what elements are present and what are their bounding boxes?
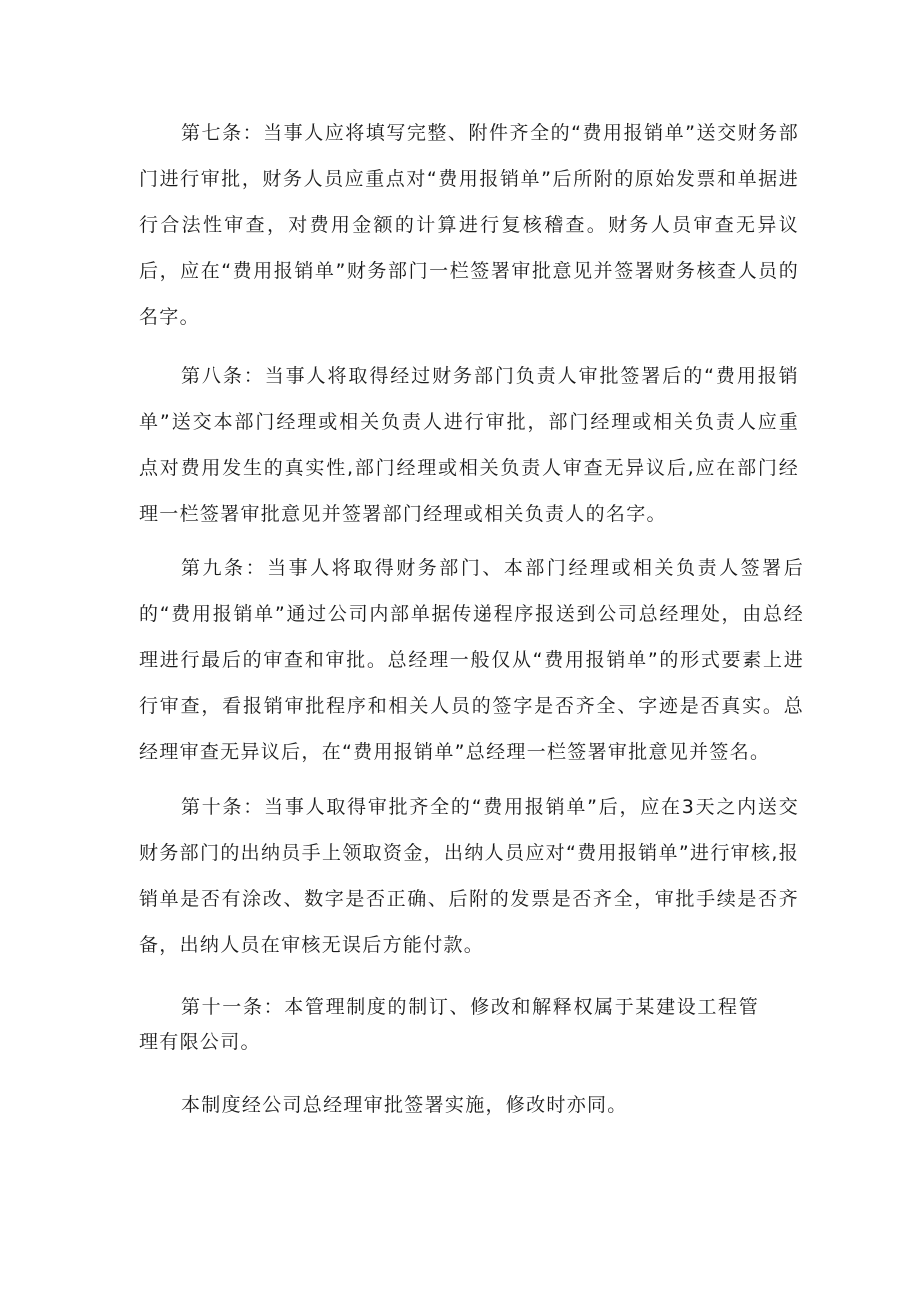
article-9-paragraph: 第九条：当事人将取得财务部门、本部门经理或相关负责人签署后的“费用报销单”通过公司内部单据传递程序报送到公司总经理处，由总经理进行最后的审查和审批。总经理一般仅从“费用报销单”的形式要素上进行审查，看报销审批程序和相关人员的签字是否齐全、字迹是否真实。总经理审查无异议后，在“费用报销单”总经理一栏签署审批意见并签名。 (139, 557, 804, 763)
article-7-paragraph: 第七条：当事人应将填写完整、附件齐全的“费用报销单”送交财务部门进行审批，财务人员应重点对“费用报销单”后所附的原始发票和单据进行合法性审查，对费用金额的计算进行复核稽查。财务人员审查无异议后，应在“费用报销单”财务部门一栏签署审批意见并签署财务核查人员的名字。 (139, 122, 799, 328)
article-8-paragraph: 第八条：当事人将取得经过财务部门负责人审批签署后的“费用报销单”送交本部门经理或相关负责人进行审批，部门经理或相关负责人应重点对费用发生的真实性,部门经理或相关负责人审查无异议后,应在部门经理一栏签署审批意见并签署部门经理或相关负责人的名字。 (139, 365, 799, 525)
article-10-paragraph: 第十条：当事人取得审批齐全的“费用报销单”后，应在3天之内送交财务部门的出纳员手上领取资金，出纳人员应对“费用报销单”进行审核,报销单是否有涂改、数字是否正确、后附的发票是否齐全，审批手续是否齐备，出纳人员在审核无误后方能付款。 (139, 796, 799, 956)
closing-paragraph: 本制度经公司总经理审批签署实施，修改时亦同。 (181, 1094, 628, 1116)
article-11-paragraph: 第十一条：本管理制度的制订、修改和解释权属于某建设工程管理有限公司。 (139, 996, 759, 1053)
